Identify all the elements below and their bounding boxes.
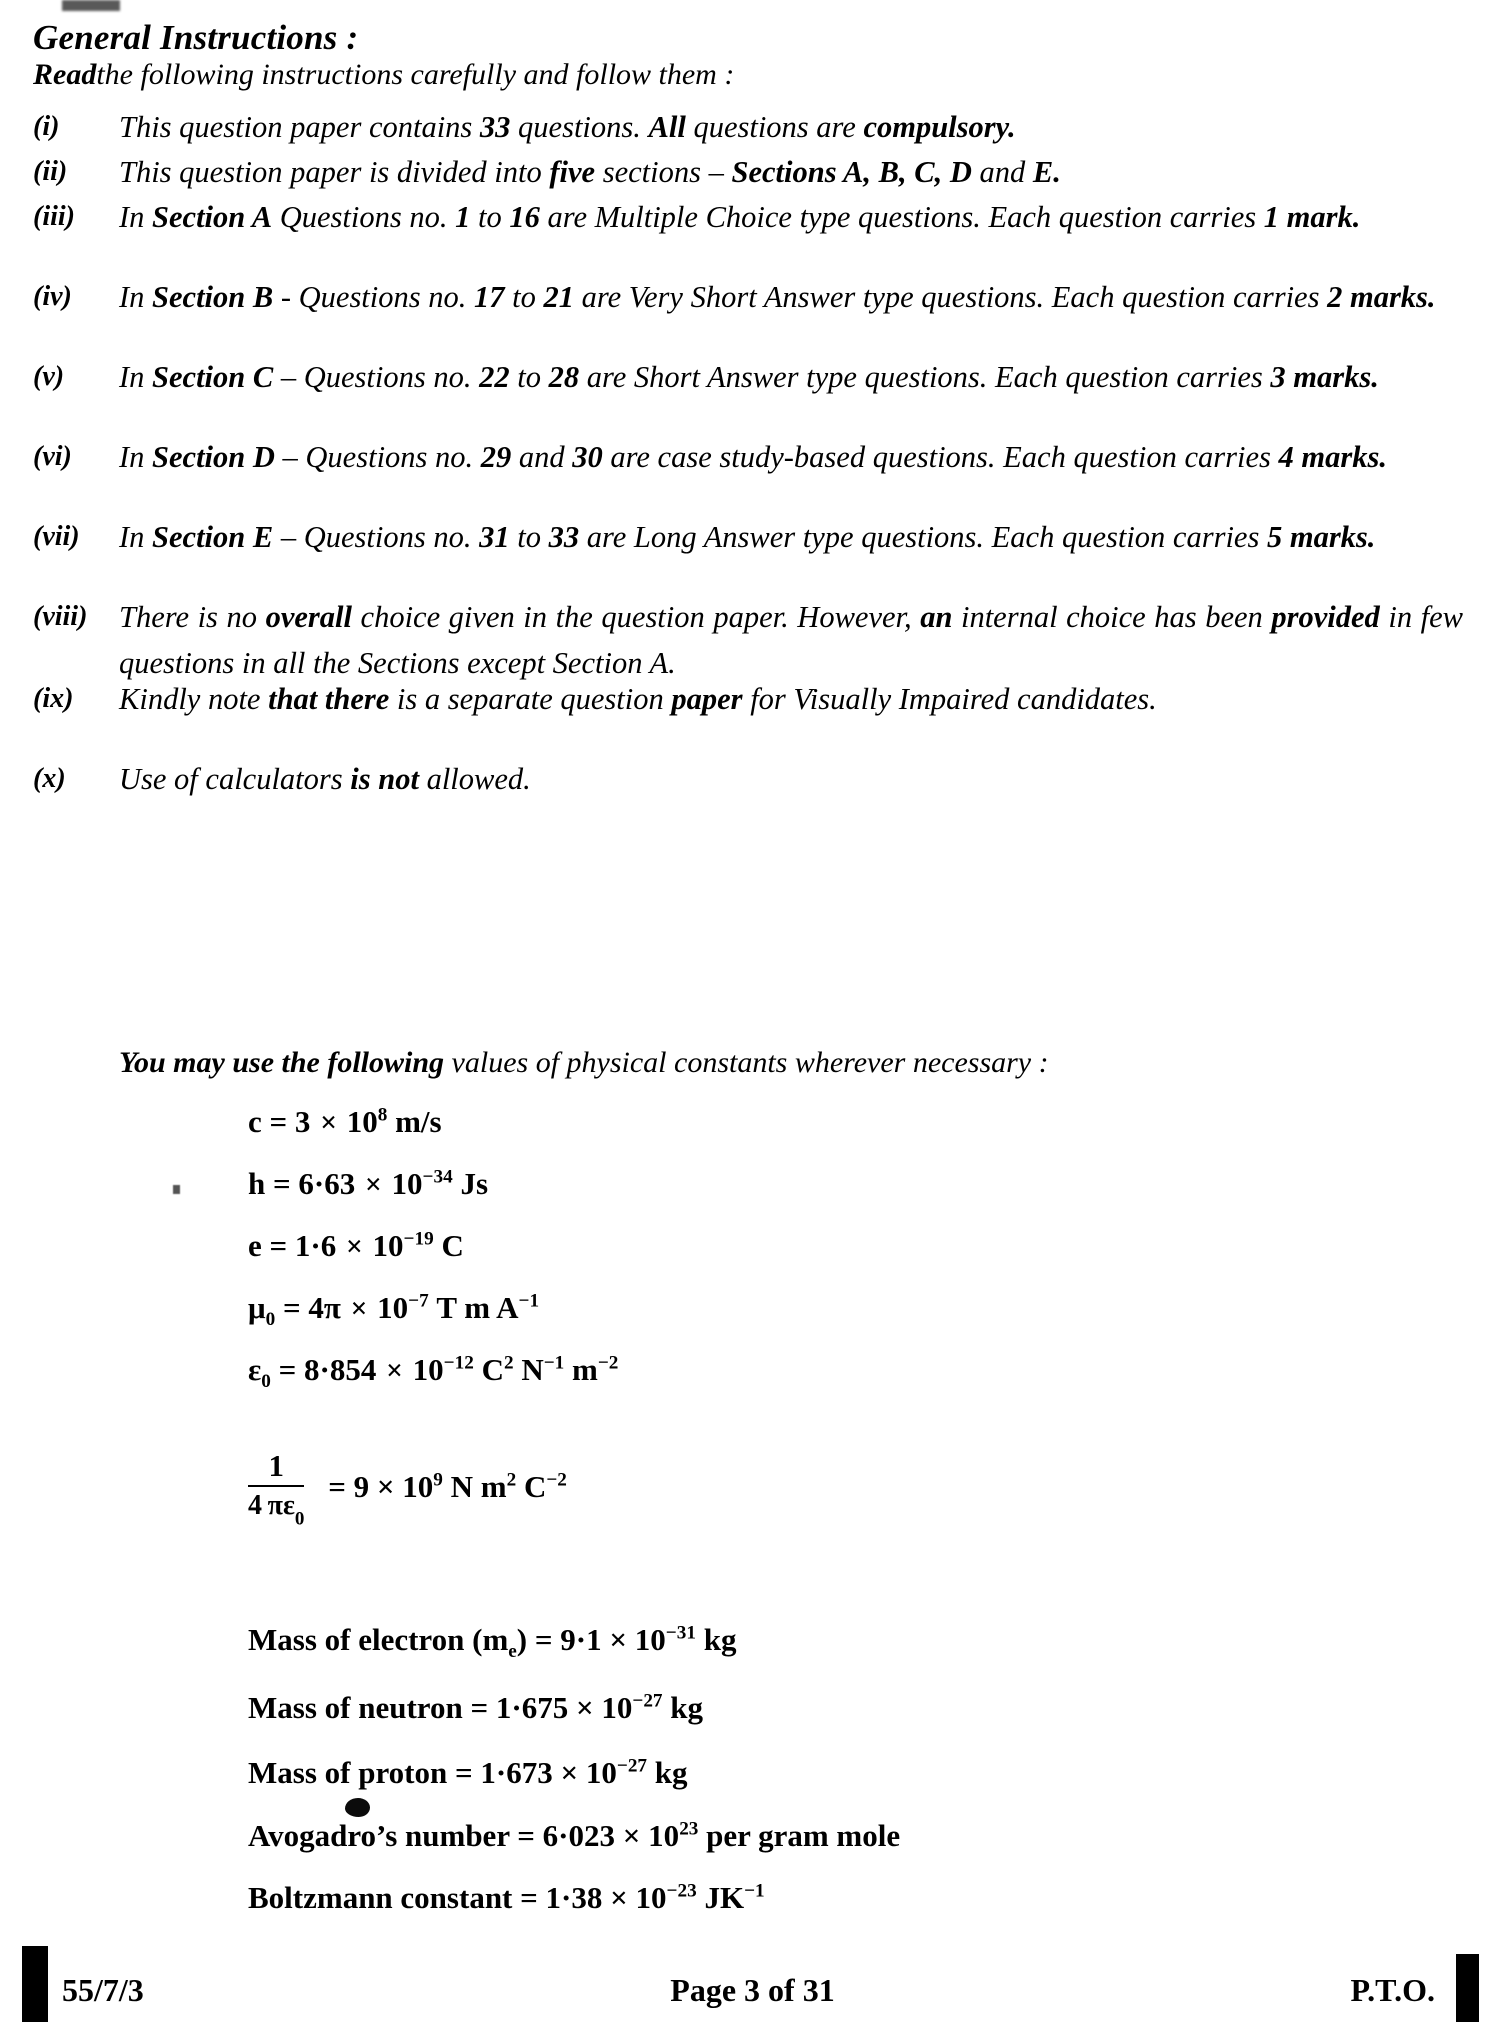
body-text: In xyxy=(119,360,153,394)
emphasis-text: Section A xyxy=(152,200,273,234)
page-number: Page 3 of 31 xyxy=(670,1972,835,2008)
instruction-item xyxy=(33,676,1463,722)
constant-planck: $h = 6\cdot 63 \times 10^{-34}$ Js xyxy=(248,1166,489,1201)
pto-label: P.T.O. xyxy=(1350,1972,1435,2008)
read-instruction-line xyxy=(33,58,734,92)
emphasis-text: 22 xyxy=(479,360,510,394)
emphasis-text: 3 marks. xyxy=(1270,360,1379,394)
instruction-text xyxy=(119,274,1463,320)
body-text: sections – xyxy=(595,155,732,189)
constants-intro-rest: values of physical constants wherever necessary : xyxy=(444,1046,1049,1079)
body-text: Use of calculators xyxy=(119,762,351,796)
body-text: choice given in the question paper. However, xyxy=(351,600,921,634)
constant-mass-neutron: Mass of neutron = $1\cdot 675 \times 10^{-27}$ kg xyxy=(248,1690,704,1725)
page-footer xyxy=(0,1940,1505,2034)
instruction-marker: (ii) xyxy=(33,156,68,187)
instruction-item xyxy=(33,514,1463,560)
constant-mass-proton: Mass of proton = $1\cdot 673 \times 10^{-27}$ kg xyxy=(248,1755,688,1790)
body-text: In xyxy=(119,520,153,554)
emphasis-text: Section E xyxy=(152,520,274,554)
instruction-text xyxy=(119,514,1463,560)
emphasis-text: paper xyxy=(671,682,743,716)
emphasis-text: that there xyxy=(268,682,390,716)
body-text: questions are xyxy=(685,110,864,144)
emphasis-text: 17 xyxy=(474,280,505,314)
emphasis-text: an xyxy=(920,600,953,634)
body-text: This question paper is divided into xyxy=(119,155,550,189)
body-text: are Very Short Answer type questions. Each question carries xyxy=(574,280,1328,314)
body-text: is a separate question xyxy=(389,682,672,716)
instruction-item xyxy=(33,149,1463,195)
instruction-text xyxy=(119,676,1463,722)
read-rest: the following instructions carefully and follow them : xyxy=(96,58,735,91)
emphasis-text: is not xyxy=(350,762,419,796)
emphasis-text: 33 xyxy=(548,520,580,554)
body-text: questions. xyxy=(510,110,649,144)
emphasis-text: Section B xyxy=(152,280,274,314)
instruction-text xyxy=(119,594,1463,686)
body-text: In xyxy=(119,280,153,314)
instruction-text xyxy=(119,354,1463,400)
emphasis-text: Sections A, B, C, D xyxy=(731,155,972,189)
body-text: – Questions no. xyxy=(273,520,480,554)
body-text: and xyxy=(971,155,1033,189)
body-text: for Visually Impaired candidates. xyxy=(742,682,1157,716)
instruction-marker: (i) xyxy=(33,111,60,142)
emphasis-text: 1 xyxy=(455,200,471,234)
constant-permeability: $\mu_0 = 4\pi \times 10^{-7}$ T m $A^{-1}$ xyxy=(248,1290,540,1331)
paper-code: 55/7/3 xyxy=(62,1972,144,2008)
body-text: – Questions no. xyxy=(274,440,481,474)
instruction-marker: (ix) xyxy=(33,683,74,714)
constant-boltzmann: Boltzmann constant = $1\cdot 38 \times 10^{-23}$ $JK^{-1}$ xyxy=(248,1880,765,1915)
body-text: Kindly note xyxy=(119,682,269,716)
instruction-marker: (iv) xyxy=(33,281,72,312)
constant-avogadro: Avogadro’s number = $6\cdot 023 \times 10^{23}$ per gram mole xyxy=(248,1818,901,1853)
constant-coulomb xyxy=(248,1448,567,1530)
instruction-item xyxy=(33,274,1463,320)
body-text: and xyxy=(511,440,573,474)
body-text: to xyxy=(509,520,549,554)
body-text: There is no xyxy=(119,600,266,634)
emphasis-text: 21 xyxy=(543,280,574,314)
ink-blob xyxy=(345,1798,370,1817)
emphasis-text: 16 xyxy=(509,200,540,234)
body-text: are case study-based questions. Each question carries xyxy=(602,440,1279,474)
emphasis-text: 30 xyxy=(572,440,603,474)
body-text: allowed. xyxy=(418,762,531,796)
coulomb-fraction xyxy=(248,1448,305,1530)
body-text: - Questions no. xyxy=(273,280,475,314)
ink-speck xyxy=(173,1185,180,1194)
body-text: in few questions in all the Sections except Section A. xyxy=(119,600,1463,680)
body-text: to xyxy=(504,280,544,314)
constants-intro xyxy=(119,1046,1049,1080)
body-text: – Questions no. xyxy=(273,360,480,394)
emphasis-text: E. xyxy=(1032,155,1061,189)
constant-elementary-charge: $e = 1\cdot 6 \times 10^{-19}$ C xyxy=(248,1228,464,1263)
instruction-item xyxy=(33,594,1463,686)
body-text: to xyxy=(509,360,549,394)
emphasis-text: 5 marks. xyxy=(1266,520,1376,554)
footer-bar-right xyxy=(1456,1954,1479,2022)
emphasis-text: 31 xyxy=(479,520,510,554)
body-text: In xyxy=(119,200,153,234)
instruction-marker: (viii) xyxy=(33,601,88,632)
instruction-marker: (vii) xyxy=(33,521,80,552)
instruction-text xyxy=(119,434,1463,480)
coulomb-value: = $9 \times 10^9$ N $m^2$ $C^{-2}$ xyxy=(328,1469,567,1504)
fraction-numerator: 1 xyxy=(248,1448,304,1487)
constant-mass-electron: Mass of electron $(m_e) = 9\cdot 1 \times 10^{-31}$ kg xyxy=(248,1622,737,1663)
emphasis-text: 33 xyxy=(479,110,511,144)
emphasis-text: overall xyxy=(265,600,352,634)
body-text: internal choice has been xyxy=(952,600,1272,634)
body-text: are Long Answer type questions. Each question carries xyxy=(579,520,1267,554)
instruction-item xyxy=(33,194,1463,240)
instruction-text xyxy=(119,104,1463,150)
instruction-item xyxy=(33,104,1463,150)
instruction-marker: (x) xyxy=(33,763,66,794)
emphasis-text: All xyxy=(648,110,686,144)
instruction-text xyxy=(119,194,1463,240)
body-text: Questions no. xyxy=(272,200,456,234)
emphasis-text: provided xyxy=(1271,600,1380,634)
body-text: In xyxy=(119,440,153,474)
instruction-text xyxy=(119,756,1463,802)
constant-speed-of-light: $c = 3 \times 10^8$ m/s xyxy=(248,1104,442,1139)
fraction-denominator: 4 $\pi\varepsilon_0$ xyxy=(248,1490,305,1530)
constants-intro-bold: You may use the following xyxy=(119,1046,445,1079)
emphasis-text: 4 marks. xyxy=(1278,440,1387,474)
emphasis-text: 28 xyxy=(548,360,580,394)
body-text: to xyxy=(470,200,510,234)
emphasis-text: 2 marks. xyxy=(1327,280,1436,314)
emphasis-text: five xyxy=(549,155,596,189)
body-text: are Short Answer type questions. Each question carries xyxy=(579,360,1271,394)
instruction-item xyxy=(33,756,1463,802)
emphasis-text: Section C xyxy=(152,360,274,394)
instruction-marker: (iii) xyxy=(33,201,75,232)
read-keyword: Read xyxy=(33,58,97,91)
emphasis-text: Section D xyxy=(152,440,275,474)
instruction-text xyxy=(119,149,1463,195)
body-text: are Multiple Choice type questions. Each question carries xyxy=(539,200,1264,234)
instruction-item xyxy=(33,434,1463,480)
emphasis-text: compulsory. xyxy=(863,110,1016,144)
body-text: This question paper contains xyxy=(119,110,480,144)
emphasis-text: 29 xyxy=(480,440,512,474)
instruction-marker: (v) xyxy=(33,361,65,392)
instruction-marker: (vi) xyxy=(33,441,72,472)
instruction-item xyxy=(33,354,1463,400)
constant-permittivity: $\varepsilon_0 = 8\cdot 854 \times 10^{-12}$ $C^2$ $N^{-1}$ $m^{-2}$ xyxy=(248,1352,619,1393)
page-title: General Instructions : xyxy=(33,18,359,57)
emphasis-text: 1 mark. xyxy=(1263,200,1361,234)
